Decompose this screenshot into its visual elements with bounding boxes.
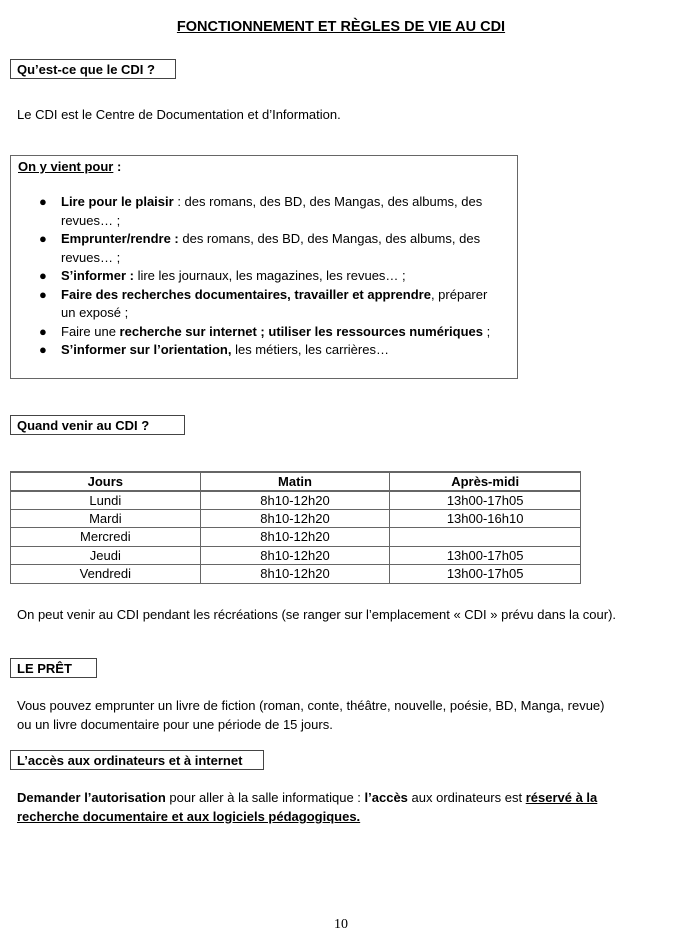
list-item — [11, 193, 519, 230]
bullet-icon: ● — [39, 268, 47, 283]
reasons-heading-suffix: : — [113, 159, 122, 174]
item-bold: recherche sur internet ; utiliser les ressources numériques — [119, 323, 483, 339]
loan-text — [17, 696, 605, 734]
computers-text-2: aux ordinateurs est — [407, 790, 526, 805]
table-row — [11, 565, 581, 584]
computers-underlined-1: réservé à la — [525, 790, 598, 805]
reasons-box — [10, 155, 518, 379]
table-header-row — [11, 472, 581, 491]
bullet-icon: ● — [39, 231, 47, 246]
bullet-icon: ● — [39, 342, 47, 357]
reasons-heading-label: On y vient pour — [18, 159, 114, 174]
table-cell: 8h10-12h20 — [200, 546, 390, 565]
page-number: 10 — [334, 917, 348, 932]
item-text: , préparer un exposé ; — [61, 286, 488, 320]
section-heading-when: Quand venir au CDI ? — [10, 415, 185, 435]
computers-text-1: pour aller à la salle informatique : — [165, 790, 365, 805]
bullet-icon: ● — [39, 286, 47, 302]
table-cell: 8h10-12h20 — [200, 509, 390, 528]
column-header: Matin — [200, 472, 390, 491]
table-cell: 13h00-17h05 — [390, 546, 581, 565]
what-text: Le CDI est le Centre de Documentation et d’Information. — [17, 107, 341, 122]
item-bold: S’informer sur l’orientation, — [61, 342, 232, 357]
item-text: lire les journaux, les magazines, les revues… ; — [133, 268, 406, 283]
item-text: : des romans, des BD, des Mangas, des albums, des revues… ; — [61, 194, 483, 228]
table-row — [11, 546, 581, 565]
table-cell: Jeudi — [11, 546, 201, 565]
computers-bold-2: l’accès — [364, 790, 408, 805]
list-item — [11, 267, 519, 286]
table-cell — [390, 528, 581, 547]
list-item — [11, 230, 519, 267]
table-row — [11, 528, 581, 547]
table-cell: 8h10-12h20 — [200, 528, 390, 547]
item-text: des romans, des BD, des Mangas, des albums, des revues… ; — [61, 231, 481, 265]
table-cell: 13h00-17h05 — [390, 491, 581, 510]
list-item — [11, 341, 519, 360]
bullet-icon: ● — [39, 194, 47, 209]
table-cell: 13h00-16h10 — [390, 509, 581, 528]
computers-bold: Demander l’autorisation — [17, 790, 166, 805]
section-heading-what: Qu’est-ce que le CDI ? — [10, 59, 176, 79]
table-cell: Mardi — [11, 509, 201, 528]
section-heading-computers: L’accès aux ordinateurs et à internet — [10, 750, 264, 770]
column-header: Jours — [11, 472, 201, 491]
loan-line-1: Vous pouvez emprunter un livre de fiction (roman, conte, théâtre, nouvelle, poésie, BD, Manga, revue) — [17, 698, 605, 713]
table-row — [11, 509, 581, 528]
list-item — [11, 323, 519, 342]
loan-line-2: ou un livre documentaire pour une période de 15 jours. — [17, 717, 333, 732]
column-header: Après-midi — [390, 472, 581, 491]
table-cell: Vendredi — [11, 565, 201, 584]
reasons-list — [11, 193, 519, 360]
item-bold: Faire des recherches documentaires, travailler et apprendre — [61, 286, 431, 302]
table-cell: 13h00-17h05 — [390, 565, 581, 584]
section-heading-loan: LE PRÊT — [10, 658, 97, 678]
table-row — [11, 491, 581, 510]
table-cell: 8h10-12h20 — [200, 491, 390, 510]
computers-underlined-2: recherche documentaire et aux logiciels pédagogiques. — [17, 809, 361, 824]
table-cell: Mercredi — [11, 528, 201, 547]
computers-text — [17, 788, 657, 826]
reasons-heading — [18, 159, 121, 174]
item-text-pre: Faire une — [61, 323, 120, 339]
item-bold: Lire pour le plaisir — [61, 194, 174, 209]
opening-hours-table — [10, 471, 581, 584]
table-cell: 8h10-12h20 — [200, 565, 390, 584]
item-bold: Emprunter/rendre : — [61, 231, 179, 246]
item-text: les métiers, les carrières… — [231, 342, 389, 357]
bullet-icon: ● — [39, 323, 47, 339]
recess-note: On peut venir au CDI pendant les récréations (se ranger sur l’emplacement « CDI » prévu dans la cour). — [17, 607, 617, 622]
page-title: FONCTIONNEMENT ET RÈGLES DE VIE AU CDI — [176, 19, 506, 35]
item-text: ; — [482, 323, 491, 339]
table-cell: Lundi — [11, 491, 201, 510]
item-bold: S’informer : — [61, 268, 134, 283]
list-item — [11, 286, 519, 323]
